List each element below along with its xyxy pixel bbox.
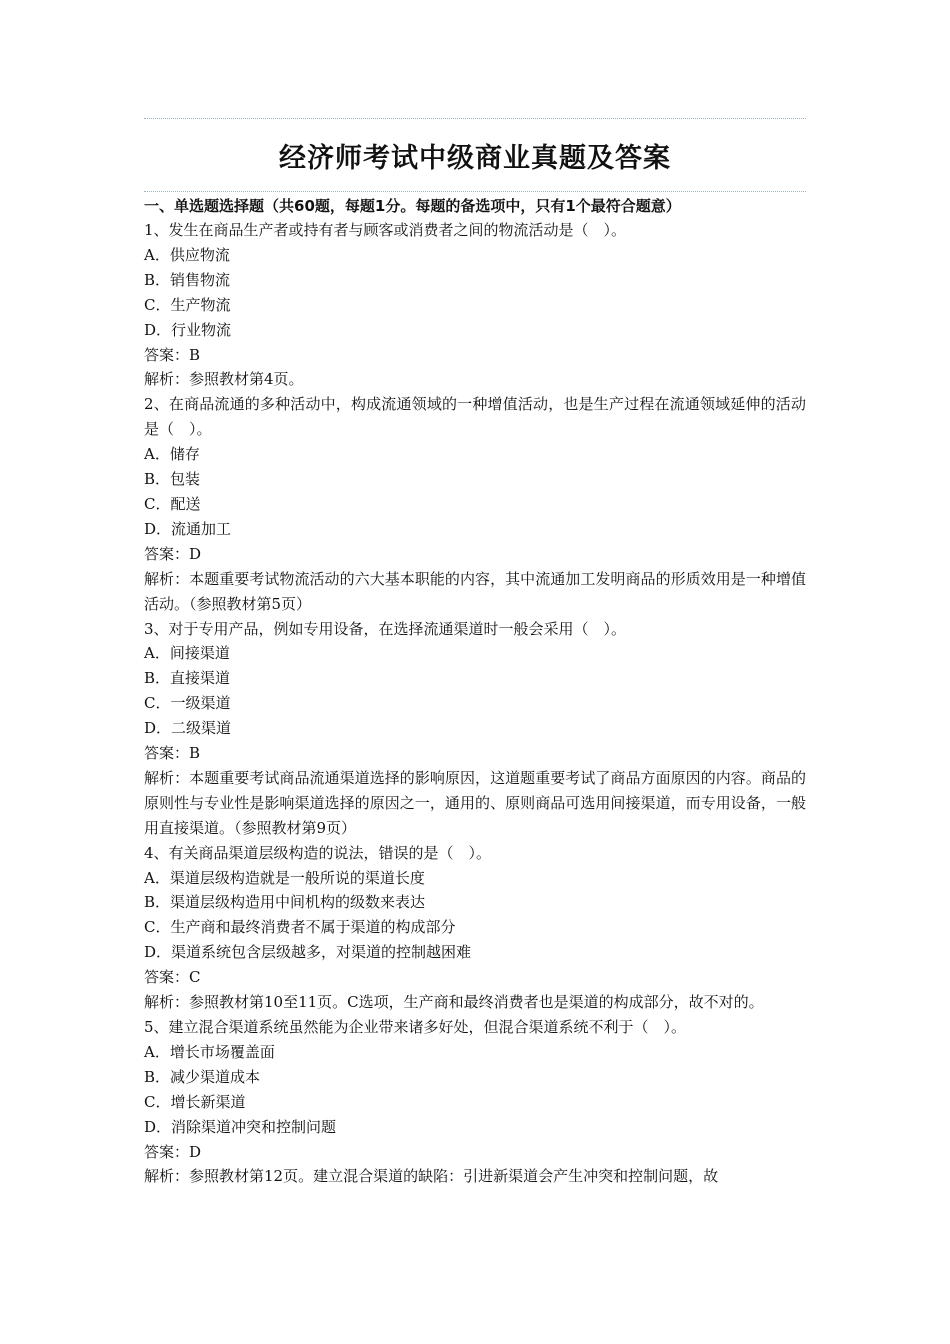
- explanation: 解析：本题重要考试商品流通渠道选择的影响原因，这道题重要考试了商品方面原因的内容。商品的原则性与专业性是影响渠道选择的原因之一，通用的、原则商品可选用间接渠道，而专用设备，一般用直接渠道。（参照教材第9页）: [144, 768, 806, 837]
- explanation: 解析：本题重要考试物流活动的六大基本职能的内容，其中流通加工发明商品的形质效用是一种增值活动。（参照教材第5页）: [144, 569, 806, 613]
- option-c: C．配送: [144, 494, 201, 513]
- question-block: [144, 392, 806, 616]
- option-d: D．流通加工: [144, 519, 232, 538]
- question-block: [144, 1015, 806, 1189]
- option-c: C．生产物流: [144, 295, 231, 314]
- question-stem: 5、建立混合渠道系统虽然能为企业带来诸多好处，但混合渠道系统不利于（ ）。: [144, 1018, 687, 1036]
- option-d: D．二级渠道: [144, 719, 232, 738]
- option-c: C．增长新渠道: [144, 1092, 246, 1111]
- question-stem: 3、对于专用产品，例如专用设备，在选择流通渠道时一般会采用（ ）。: [144, 619, 627, 638]
- question-block: [144, 617, 806, 841]
- top-divider: [144, 118, 806, 119]
- option-c: C．生产商和最终消费者不属于渠道的构成部分: [144, 918, 456, 937]
- answer: 答案：D: [144, 544, 202, 563]
- explanation: 解析：参照教材第10至11页。C选项，生产商和最终消费者也是渠道的构成部分，故不对的。: [144, 993, 764, 1012]
- question-stem: 1、发生在商品生产者或持有者与顾客或消费者之间的物流活动是（ ）。: [144, 221, 627, 239]
- option-b: B．直接渠道: [144, 669, 231, 688]
- option-a: A．增长市场覆盖面: [144, 1042, 275, 1061]
- section-heading: 一、单选题选择题（共60题，每题1分。每题的备选项中，只有1个最符合题意）: [144, 197, 681, 215]
- option-d: D．渠道系统包含层级越多，对渠道的控制越困难: [144, 943, 472, 962]
- option-b: B．包装: [144, 470, 201, 489]
- question-stem: 2、在商品流通的多种活动中，构成流通领域的一种增值活动，也是生产过程在流通领域延伸的活动是（ ）。: [144, 395, 806, 439]
- answer: 答案：B: [144, 744, 201, 763]
- option-c: C．一级渠道: [144, 694, 231, 713]
- option-d: D．消除渠道冲突和控制问题: [144, 1117, 337, 1136]
- option-a: A．间接渠道: [144, 644, 230, 663]
- question-stem: 4、有关商品渠道层级构造的说法，错误的是（ ）。: [144, 843, 492, 862]
- option-a: A．渠道层级构造就是一般所说的渠道长度: [144, 868, 425, 887]
- option-a: A．储存: [144, 445, 200, 464]
- option-d: D．行业物流: [144, 320, 232, 339]
- explanation: 解析：参照教材第4页。: [144, 370, 304, 389]
- option-b: B．渠道层级构造用中间机构的级数来表达: [144, 893, 426, 912]
- option-b: B．减少渠道成本: [144, 1067, 261, 1086]
- explanation: 解析：参照教材第12页。建立混合渠道的缺陷：引进新渠道会产生冲突和控制问题，故: [144, 1167, 719, 1186]
- question-block: [144, 218, 806, 392]
- title-divider: [144, 191, 806, 192]
- document-page: [144, 118, 806, 1189]
- answer: 答案：B: [144, 345, 201, 364]
- option-b: B．销售物流: [144, 270, 231, 289]
- option-a: A．供应物流: [144, 245, 230, 264]
- answer: 答案：D: [144, 1142, 202, 1161]
- question-block: [144, 841, 806, 1015]
- answer: 答案：C: [144, 968, 201, 987]
- document-title: 经济师考试中级商业真题及答案: [279, 143, 671, 174]
